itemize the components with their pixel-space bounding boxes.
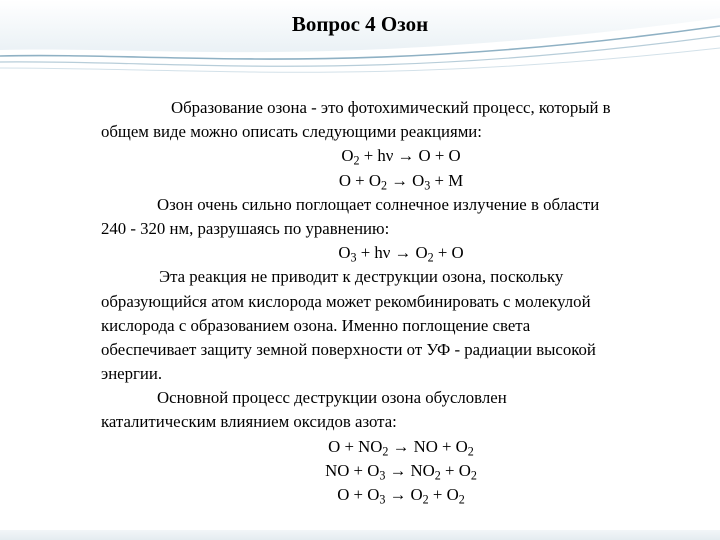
paragraph3-line: энергии. bbox=[101, 364, 163, 384]
slide-title: Вопрос 4 Озон bbox=[291, 12, 429, 36]
subscript: 2 bbox=[458, 492, 465, 507]
equation-text: → O bbox=[387, 170, 425, 190]
subscript: 2 bbox=[470, 468, 477, 483]
paragraph4-line: Основной процесс деструкции озона обусловлен bbox=[157, 388, 507, 408]
subscript: 2 bbox=[380, 177, 387, 192]
equation-text: O bbox=[341, 146, 354, 166]
subscript: 3 bbox=[424, 177, 431, 192]
subscript: 2 bbox=[353, 153, 360, 168]
slide-body bbox=[101, 96, 701, 507]
equation-nox-cycle-1 bbox=[101, 435, 701, 459]
equation-text: O + O bbox=[337, 485, 380, 504]
paragraph3-line: кислорода с образованием озона. Именно поглощение света bbox=[101, 315, 531, 335]
subscript: 3 bbox=[379, 468, 386, 483]
equation-text: → NO + O bbox=[388, 436, 468, 456]
equation-text: → NO bbox=[385, 460, 435, 480]
equation-text: + O bbox=[440, 460, 471, 480]
equation-text: + M bbox=[430, 170, 464, 190]
subscript: 2 bbox=[427, 250, 434, 265]
equation-text: → O bbox=[385, 485, 423, 504]
subscript: 2 bbox=[382, 444, 389, 458]
subscript: 3 bbox=[379, 492, 386, 507]
equation-text: + hν → O bbox=[356, 243, 428, 263]
paragraph3-line: образующийся атом кислорода может рекомбинировать с молекулой bbox=[101, 291, 591, 311]
paragraph3-line: обеспечивает защиту земной поверхности от УФ - радиации высокой bbox=[101, 339, 596, 359]
paragraph1-line: общем виде можно описать следующими реакциями: bbox=[101, 122, 482, 142]
equation-ozone-formation-1 bbox=[101, 144, 701, 168]
equation-text: + O bbox=[428, 485, 459, 504]
equation-text: O + NO bbox=[328, 436, 383, 456]
paragraph1-line: Образование озона - это фотохимический процесс, который в bbox=[171, 98, 611, 117]
subscript: 2 bbox=[467, 444, 474, 458]
paragraph4-line: каталитическим влиянием оксидов азота: bbox=[101, 412, 397, 432]
equation-ozone-photolysis bbox=[101, 241, 701, 265]
paragraph2-line: 240 - 320 нм, разрушаясь по уравнению: bbox=[101, 218, 390, 238]
equation-text: O + O bbox=[338, 170, 381, 190]
subscript: 2 bbox=[422, 492, 429, 507]
equation-ozone-formation-2 bbox=[101, 169, 701, 193]
bottom-strip-decoration bbox=[0, 530, 720, 540]
subscript: 3 bbox=[350, 250, 357, 265]
equation-nox-cycle-3 bbox=[101, 483, 701, 507]
equation-nox-cycle-2 bbox=[101, 459, 701, 483]
paragraph2-line: Озон очень сильно поглощает солнечное излучение в области bbox=[157, 194, 600, 214]
subscript: 2 bbox=[434, 468, 441, 483]
equation-text: + O bbox=[433, 243, 464, 263]
paragraph3-line: Эта реакция не приводит к деструкции озона, поскольку bbox=[159, 267, 564, 287]
equation-text: NO + O bbox=[325, 460, 380, 480]
equation-text: + hν → O + O bbox=[359, 146, 461, 166]
equation-text: O bbox=[338, 243, 351, 263]
